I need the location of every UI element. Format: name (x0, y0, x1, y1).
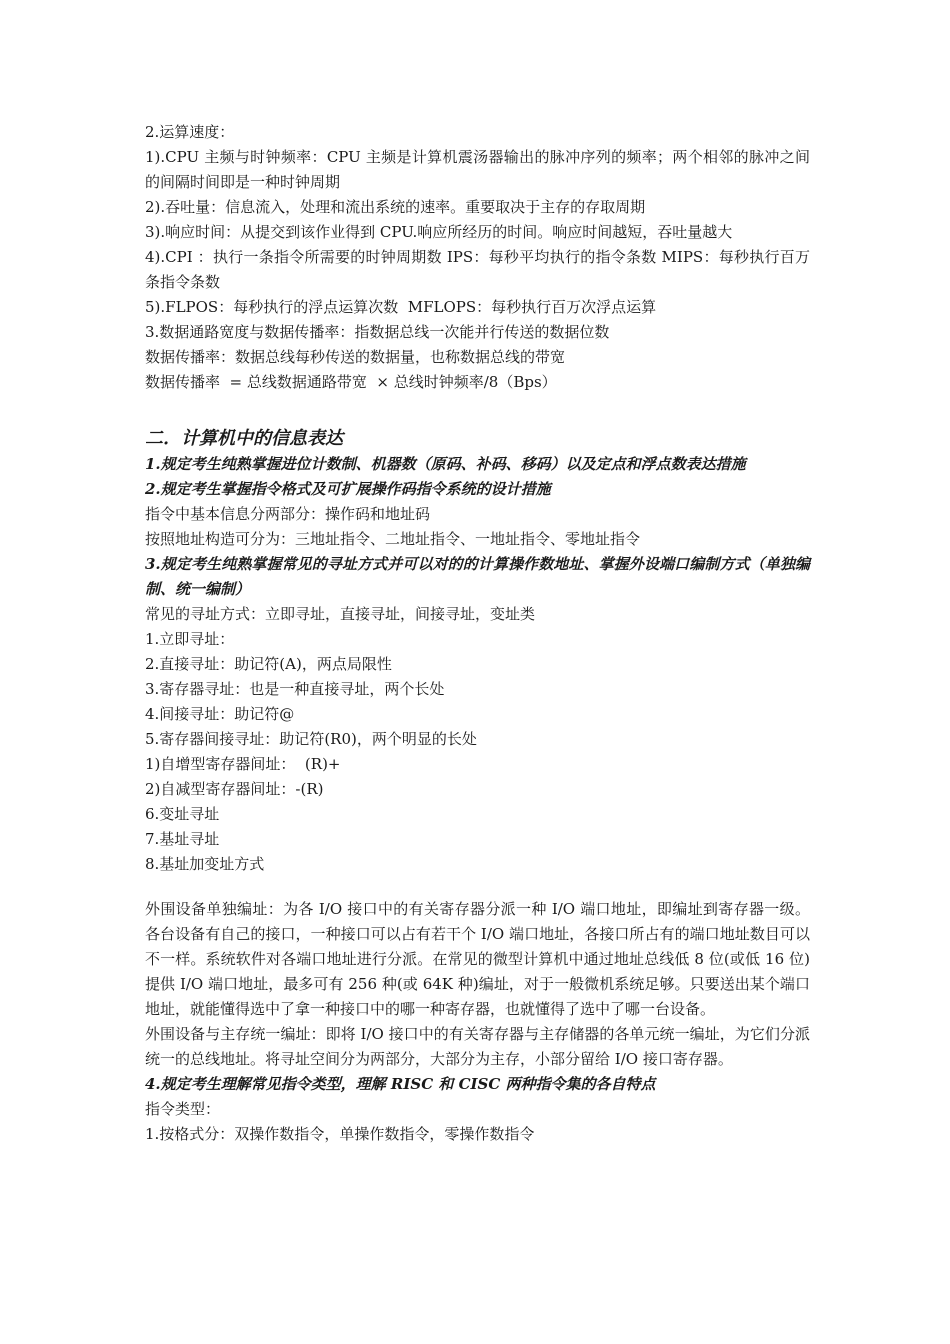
text-line: 指令中基本信息分两部分：操作码和地址码 (145, 505, 431, 523)
subsection-heading: 4.规定考生理解常见指令类型，理解 RISC 和 CISC 两种指令集的各自特点 (145, 1075, 656, 1093)
subsection-heading: 1.规定考生纯熟掌握进位计数制、机器数（原码、补码、移码）以及定点和浮点数表达措施 (145, 455, 746, 473)
text-line: 按照地址构造可分为：三地址指令、二地址指令、一地址指令、零地址指令 (145, 530, 641, 548)
text-line: 1).CPU 主频与时钟频率：CPU 主频是计算机震汤器输出的脉冲序列的频率；两个相邻的脉冲之间的间隔时间即是一种时钟周期 (145, 148, 810, 191)
text-line: 7.基址寻址 (145, 830, 220, 848)
text-line: 2.运算速度： (145, 123, 235, 141)
text-line: 1.按格式分：双操作数指令，单操作数指令，零操作数指令 (145, 1125, 535, 1143)
paragraph: 外围设备单独编址：为各 I/O 接口中的有关寄存器分派一种 I/O 端口地址，即编址到寄存器一级。各台设备有自己的接口，一种接口可以占有若干个 I/O 端口地址，各接口所占有的端口地址数目可以不一样。系统软件对各端口地址进行分派。在常见的微型计算机中通过地址总线低 8 位(或低 16 位)提供 I/O 端口地址，最多可有 256 种(或 64K 种)编址，对于一般微机系统足够。只要送出某个端口地址，就能懂得选中了拿一种接口中的哪一种寄存器，也就懂得了选中了哪一台设备。 (145, 900, 810, 1018)
spacer (145, 877, 810, 897)
text-line: 5.寄存器间接寻址：助记符(R0)，两个明显的长处 (145, 730, 477, 748)
subsection-heading: 2.规定考生掌握指令格式及可扩展操作码指令系统的设计措施 (145, 480, 551, 498)
text-line: 3.寄存器寻址：也是一种直接寻址，两个长处 (145, 680, 445, 698)
text-line: 指令类型： (145, 1100, 221, 1118)
spacer (145, 395, 810, 423)
document-page (145, 120, 810, 1147)
text-line: 1.立即寻址： (145, 630, 235, 648)
text-line: 1)自增型寄存器间址： (R)+ (145, 755, 341, 773)
text-line: 常见的寻址方式：立即寻址，直接寻址，间接寻址，变址类 (145, 605, 536, 623)
paragraph: 外围设备与主存统一编址：即将 I/O 接口中的有关寄存器与主存储器的各单元统一编址，为它们分派统一的总线地址。将寻址空间分为两部分，大部分为主存，小部分留给 I/O 接口寄存器。 (145, 1025, 810, 1068)
section-heading: 二．计算机中的信息表达 (145, 428, 343, 449)
text-line: 6.变址寻址 (145, 805, 220, 823)
text-line: 5).FLPOS：每秒执行的浮点运算次数 MFLOPS：每秒执行百万次浮点运算 (145, 298, 657, 316)
text-line: 4).CPI ：执行一条指令所需要的时钟周期数 IPS：每秒平均执行的指令条数 MIPS：每秒执行百万条指令条数 (145, 248, 810, 291)
subsection-heading: 3.规定考生纯熟掌握常见的寻址方式并可以对的的计算操作数地址、掌握外设端口编制方式（单独编制、统一编制） (145, 555, 810, 598)
text-line: 数据传播率：数据总线每秒传送的数据量，也称数据总线的带宽 (145, 348, 566, 366)
text-line: 数据传播率 = 总线数据通路带宽 × 总线时钟频率/8（Bps） (145, 373, 557, 391)
text-line: 2).吞吐量：信息流入，处理和流出系统的速率。重要取决于主存的存取周期 (145, 198, 646, 216)
text-line: 2)自减型寄存器间址：-(R) (145, 780, 324, 798)
text-line: 3).响应时间：从提交到该作业得到 CPU.响应所经历的时间。响应时间越短，吞吐量越大 (145, 223, 733, 241)
text-line: 2.直接寻址：助记符(A)，两点局限性 (145, 655, 392, 673)
text-line: 3.数据通路宽度与数据传播率：指数据总线一次能并行传送的数据位数 (145, 323, 610, 341)
text-line: 4.间接寻址：助记符@ (145, 705, 295, 723)
text-line: 8.基址加变址方式 (145, 855, 265, 873)
